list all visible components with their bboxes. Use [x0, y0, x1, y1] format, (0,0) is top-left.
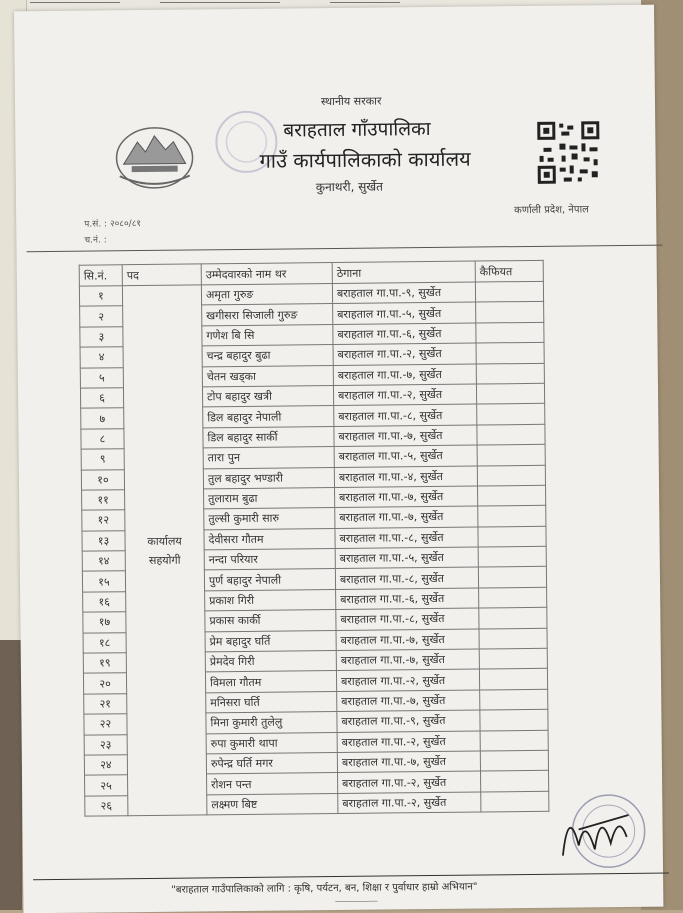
- header-divider: [27, 245, 663, 253]
- candidate-name-cell: रुपेन्द्र घर्ति मगर: [206, 752, 337, 774]
- serial-number-cell: २४: [84, 755, 127, 776]
- remarks-cell: [481, 791, 549, 812]
- province-label: कर्णाली प्रदेश, नेपाल: [514, 204, 589, 217]
- remarks-cell: [479, 587, 547, 608]
- serial-number-cell: १४: [82, 551, 125, 572]
- remarks-cell: [478, 506, 546, 527]
- candidate-table: [79, 260, 550, 817]
- serial-number-cell: ९: [81, 449, 124, 470]
- serial-number-cell: ५: [80, 367, 123, 388]
- background-scribble: [330, 2, 400, 3]
- address-cell: बराहताल गा.पा.-२, सुर्खेत: [336, 669, 479, 691]
- serial-number-cell: १६: [83, 592, 126, 613]
- dispatch-number: च.नं. :: [84, 235, 107, 246]
- remarks-cell: [480, 730, 548, 751]
- address-cell: बराहताल गा.पा.-२, सुर्खेत: [337, 731, 480, 753]
- address-cell: बराहताल गा.पा.-७, सुर्खेत: [336, 649, 479, 671]
- column-header-address: ठेगाना: [332, 261, 475, 283]
- remarks-cell: [479, 669, 547, 690]
- serial-number-cell: २५: [85, 775, 128, 796]
- candidate-name-cell: मनिसरा घर्ति: [206, 691, 337, 713]
- background-scribble: [160, 2, 280, 3]
- candidate-name-cell: प्रकाश गिरी: [205, 589, 336, 611]
- address-cell: बराहताल गा.पा.-९, सुर्खेत: [332, 282, 475, 304]
- serial-number-cell: १: [79, 286, 122, 307]
- address-cell: बराहताल गा.पा.-८, सुर्खेत: [335, 567, 478, 589]
- address-cell: बराहताल गा.पा.-७, सुर्खेत: [336, 629, 479, 651]
- column-header-serial: सि.नं.: [79, 265, 122, 286]
- column-header-remarks: कैफियत: [475, 260, 543, 282]
- address-cell: बराहताल गा.पा.-६, सुर्खेत: [336, 588, 479, 610]
- serial-number-cell: १५: [82, 571, 125, 592]
- remarks-cell: [481, 771, 549, 792]
- candidate-name-cell: प्रेमदेव गिरी: [205, 651, 336, 673]
- candidate-name-cell: नन्दा परियार: [204, 549, 335, 571]
- column-header-post: पद: [122, 264, 201, 286]
- address-cell: बराहताल गा.पा.-७, सुर्खेत: [334, 425, 477, 447]
- address-cell: बराहताल गा.पा.-८, सुर्खेत: [335, 527, 478, 549]
- remarks-cell: [480, 689, 548, 710]
- address-cell: बराहताल गा.पा.-५, सुर्खेत: [335, 547, 478, 569]
- serial-number-cell: १९: [83, 653, 126, 674]
- candidate-name-cell: पुर्ण बहादुर नेपाली: [204, 569, 335, 591]
- candidate-name-cell: प्रेम बहादुर घर्ति: [205, 630, 336, 652]
- address-cell: बराहताल गा.पा.-८, सुर्खेत: [336, 608, 479, 630]
- remarks-cell: [477, 444, 545, 465]
- candidate-name-cell: डिल बहादुर सार्की: [203, 426, 334, 448]
- candidate-name-cell: देवीसरा गौतम: [204, 528, 335, 550]
- serial-number-cell: १३: [82, 530, 125, 551]
- background-scribble: [30, 2, 120, 3]
- candidate-name-cell: तुल बहादुर भण्डारी: [203, 467, 334, 489]
- footer-faint-line: ──────────: [335, 897, 378, 907]
- serial-number-cell: २६: [85, 795, 128, 816]
- candidate-name-cell: लक्ष्मण बिष्ट: [207, 793, 338, 815]
- address-cell: बराहताल गा.पा.-५, सुर्खेत: [334, 445, 477, 467]
- remarks-cell: [477, 465, 545, 486]
- candidate-name-cell: विमला गौतम: [205, 671, 336, 693]
- remarks-cell: [478, 526, 546, 547]
- footer-slogan: "बराहताल गाउँपालिकाको लागि : कृषि, पर्यटन, बन, शिक्षा र पुर्वाधार हाम्रो अभियान": [171, 881, 478, 896]
- candidate-name-cell: चेतन खड्का: [202, 365, 333, 387]
- remarks-cell: [479, 648, 547, 669]
- remarks-cell: [476, 363, 544, 384]
- remarks-cell: [476, 383, 544, 404]
- serial-number-cell: १८: [83, 632, 126, 653]
- remarks-cell: [480, 750, 548, 771]
- remarks-cell: [478, 485, 546, 506]
- office-subtitle: गाउँ कार्यपालिकाको कार्यालय: [259, 146, 471, 173]
- serial-number-cell: ३: [80, 327, 123, 348]
- serial-number-cell: २०: [83, 673, 126, 694]
- candidate-name-cell: प्रकास कार्की: [205, 610, 336, 632]
- address-cell: बराहताल गा.पा.-७, सुर्खेत: [337, 690, 480, 712]
- candidate-name-cell: रोशन पन्त: [207, 773, 338, 795]
- address-cell: बराहताल गा.पा.-९, सुर्खेत: [337, 710, 480, 732]
- candidate-name-cell: चन्द्र बहादुर बुढा: [202, 345, 333, 367]
- address-cell: बराहताल गा.पा.-२, सुर्खेत: [333, 384, 476, 406]
- candidate-name-cell: गणेश बि सि: [202, 324, 333, 346]
- serial-number-cell: २२: [84, 714, 127, 735]
- address-cell: बराहताल गा.पा.-७, सुर्खेत: [337, 751, 480, 773]
- column-header-name: उम्मेदवारको नाम थर: [201, 263, 332, 285]
- post-label: सहयोगी: [148, 553, 181, 567]
- candidate-name-cell: रुपा कुमारी थापा: [206, 732, 337, 754]
- remarks-cell: [479, 628, 547, 649]
- serial-number-cell: १२: [82, 510, 125, 531]
- qr-code-icon: [535, 119, 602, 186]
- address-cell: बराहताल गा.पा.-७, सुर्खेत: [335, 506, 478, 528]
- serial-number-cell: ७: [81, 408, 124, 429]
- serial-number-cell: ८: [81, 428, 124, 449]
- candidate-name-cell: तुलाराम बुढा: [204, 487, 335, 509]
- address-cell: बराहताल गा.पा.-६, सुर्खेत: [333, 323, 476, 345]
- address-cell: बराहताल गा.पा.-४, सुर्खेत: [334, 466, 477, 488]
- candidate-name-cell: तुल्सी कुमारी सारु: [204, 508, 335, 530]
- serial-number-cell: १०: [81, 469, 124, 490]
- remarks-cell: [477, 424, 545, 445]
- candidate-name-cell: तारा पुन: [203, 447, 334, 469]
- serial-number-cell: ११: [82, 490, 125, 511]
- address-cell: बराहताल गा.पा.-२, सुर्खेत: [333, 343, 476, 365]
- document-sheet: [14, 5, 663, 913]
- address-cell: बराहताल गा.पा.-७, सुर्खेत: [333, 364, 476, 386]
- remarks-cell: [476, 302, 544, 323]
- candidate-name-cell: मिना कुमारी तुलेलु: [206, 712, 337, 734]
- address-cell: बराहताल गा.पा.-५, सुर्खेत: [333, 302, 476, 324]
- serial-number-cell: २१: [84, 694, 127, 715]
- remarks-cell: [476, 322, 544, 343]
- candidate-name-cell: अमृता गुरुङ: [201, 284, 332, 306]
- nepal-emblem-icon: [109, 119, 200, 196]
- candidate-name-cell: खगीसरा सिजाली गुरुङ: [202, 304, 333, 326]
- background-desk-left: [0, 640, 22, 910]
- serial-number-cell: २: [80, 306, 123, 327]
- remarks-cell: [476, 342, 544, 363]
- serial-number-cell: ६: [80, 388, 123, 409]
- government-label: स्थानीय सरकार: [320, 94, 382, 109]
- post-label: कार्यालय: [147, 534, 182, 548]
- remarks-cell: [480, 710, 548, 731]
- remarks-cell: [478, 567, 546, 588]
- address-cell: बराहताल गा.पा.-२, सुर्खेत: [338, 792, 481, 814]
- serial-number-cell: ४: [80, 347, 123, 368]
- serial-number-cell: २३: [84, 734, 127, 755]
- address-cell: बराहताल गा.पा.-७, सुर्खेत: [335, 486, 478, 508]
- address-cell: बराहताल गा.पा.-२, सुर्खेत: [338, 771, 481, 793]
- candidate-name-cell: डिल बहादुर नेपाली: [203, 406, 334, 428]
- address-cell: बराहताल गा.पा.-८, सुर्खेत: [334, 404, 477, 426]
- candidate-name-cell: टोप बहादुर खत्री: [202, 385, 333, 407]
- remarks-cell: [478, 546, 546, 567]
- office-name: बराहताल गाँउपालिका: [283, 117, 431, 142]
- remarks-cell: [477, 404, 545, 425]
- serial-number-cell: १७: [83, 612, 126, 633]
- reference-number: प.सं. : २०८०/८१: [84, 219, 142, 230]
- remarks-cell: [479, 608, 547, 629]
- table-body: [79, 281, 549, 816]
- post-cell: [122, 285, 207, 816]
- remarks-cell: [475, 281, 543, 302]
- office-location: कुनाथरी, सुर्खेत: [315, 179, 384, 195]
- signature-stamp-icon: [548, 785, 659, 876]
